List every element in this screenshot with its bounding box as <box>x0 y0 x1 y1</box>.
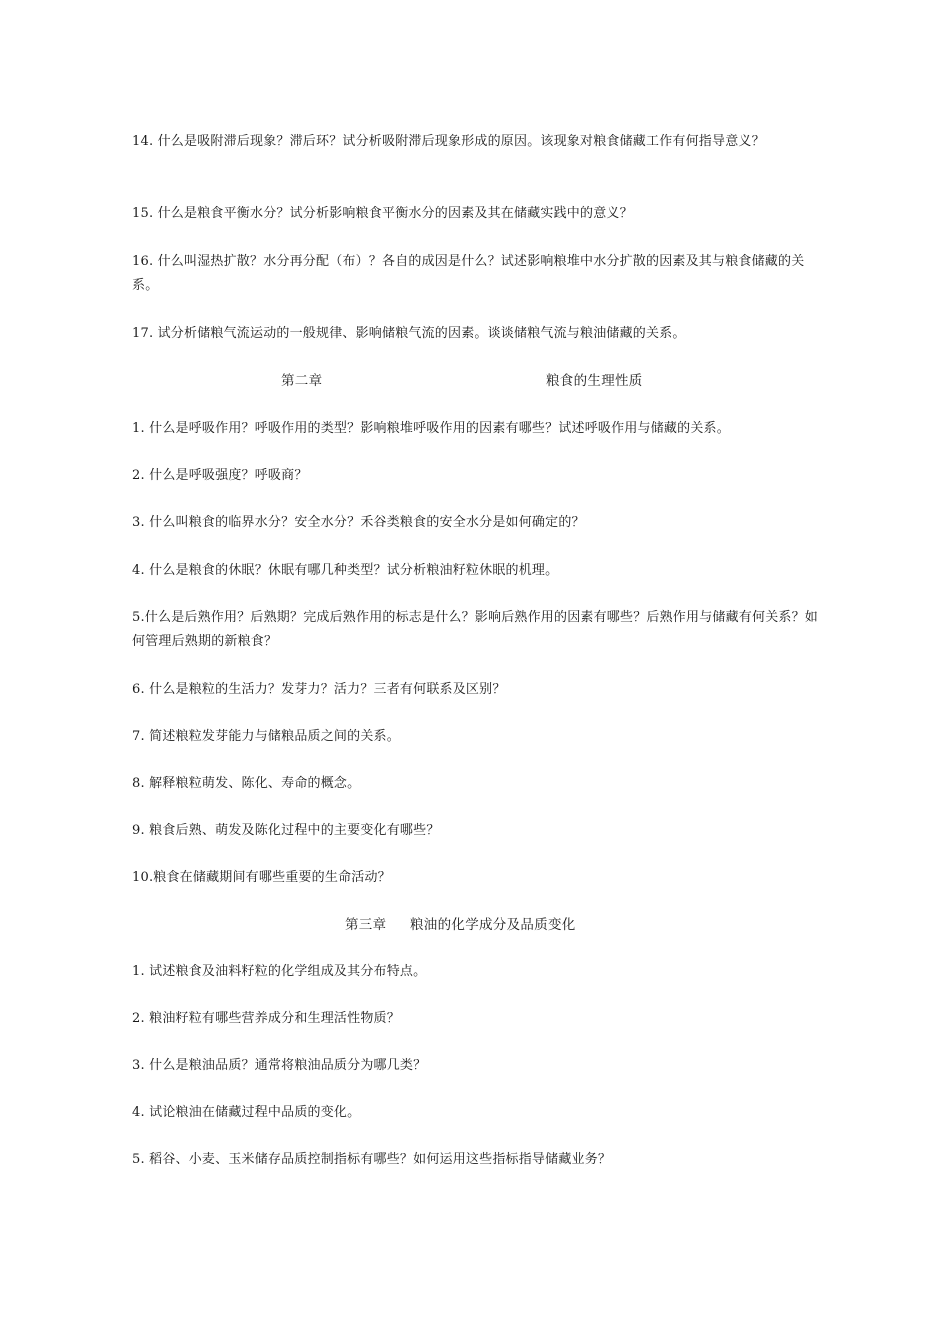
chapter-2-title: 粮食的生理性质 <box>546 373 643 389</box>
chapter-2-number: 第二章 <box>281 373 323 389</box>
question-14: 14. 什么是吸附滞后现象？滞后环？试分析吸附滞后现象形成的原因。该现象对粮食储藏工作有何指导意义？ <box>132 134 765 149</box>
chapter-2-question: 8. 解释粮粒萌发、陈化、寿命的概念。 <box>132 776 361 791</box>
chapter-2-question: 6. 什么是粮粒的生活力？发芽力？活力？三者有何联系及区别？ <box>132 682 506 697</box>
chapter-2-question: 10.粮食在储藏期间有哪些重要的生命活动？ <box>132 870 391 885</box>
chapter-3-question: 3. 什么是粮油品质？通常将粮油品质分为哪几类？ <box>132 1058 427 1073</box>
chapter-3-question: 1. 试述粮食及油料籽粒的化学组成及其分布特点。 <box>132 964 427 979</box>
chapter-3-question: 5. 稻谷、小麦、玉米储存品质控制指标有哪些？如何运用这些指标指导储藏业务？ <box>132 1152 612 1167</box>
chapter-2-question: 5.什么是后熟作用？后熟期？完成后熟作用的标志是什么？影响后熟作用的因素有哪些？后熟作用与储藏有何关系？如何管理后熟期的新粮食？ <box>132 610 819 649</box>
chapter-2-question: 3. 什么叫粮食的临界水分？安全水分？禾谷类粮食的安全水分是如何确定的？ <box>132 515 585 530</box>
chapter-3-title: 粮油的化学成分及品质变化 <box>410 917 576 933</box>
chapter-2-question: 4. 什么是粮食的休眠？休眠有哪几种类型？试分析粮油籽粒休眠的机理。 <box>132 563 559 578</box>
chapter-3-question: 2. 粮油籽粒有哪些营养成分和生理活性物质？ <box>132 1011 400 1026</box>
chapter-2-question: 1. 什么是呼吸作用？呼吸作用的类型？影响粮堆呼吸作用的因素有哪些？试述呼吸作用与储藏的关系。 <box>132 421 730 436</box>
chapter-2-question: 9. 粮食后熟、萌发及陈化过程中的主要变化有哪些？ <box>132 823 440 838</box>
question-15: 15. 什么是粮食平衡水分？试分析影响粮食平衡水分的因素及其在储藏实践中的意义？ <box>132 206 633 221</box>
chapter-2-question: 7. 简述粮粒发芽能力与储粮品质之间的关系。 <box>132 729 400 744</box>
chapter-3-number: 第三章 <box>345 917 387 933</box>
question-16: 16. 什么叫湿热扩散？水分再分配（布）？各自的成因是什么？试述影响粮堆中水分扩散的因素及其与粮食储藏的关系。 <box>132 254 805 293</box>
chapter-2-question: 2. 什么是呼吸强度？呼吸商？ <box>132 468 308 483</box>
question-17: 17. 试分析储粮气流运动的一般规律、影响储粮气流的因素。谈谈储粮气流与粮油储藏的关系。 <box>132 326 686 341</box>
chapter-3-question: 4. 试论粮油在储藏过程中品质的变化。 <box>132 1105 361 1120</box>
